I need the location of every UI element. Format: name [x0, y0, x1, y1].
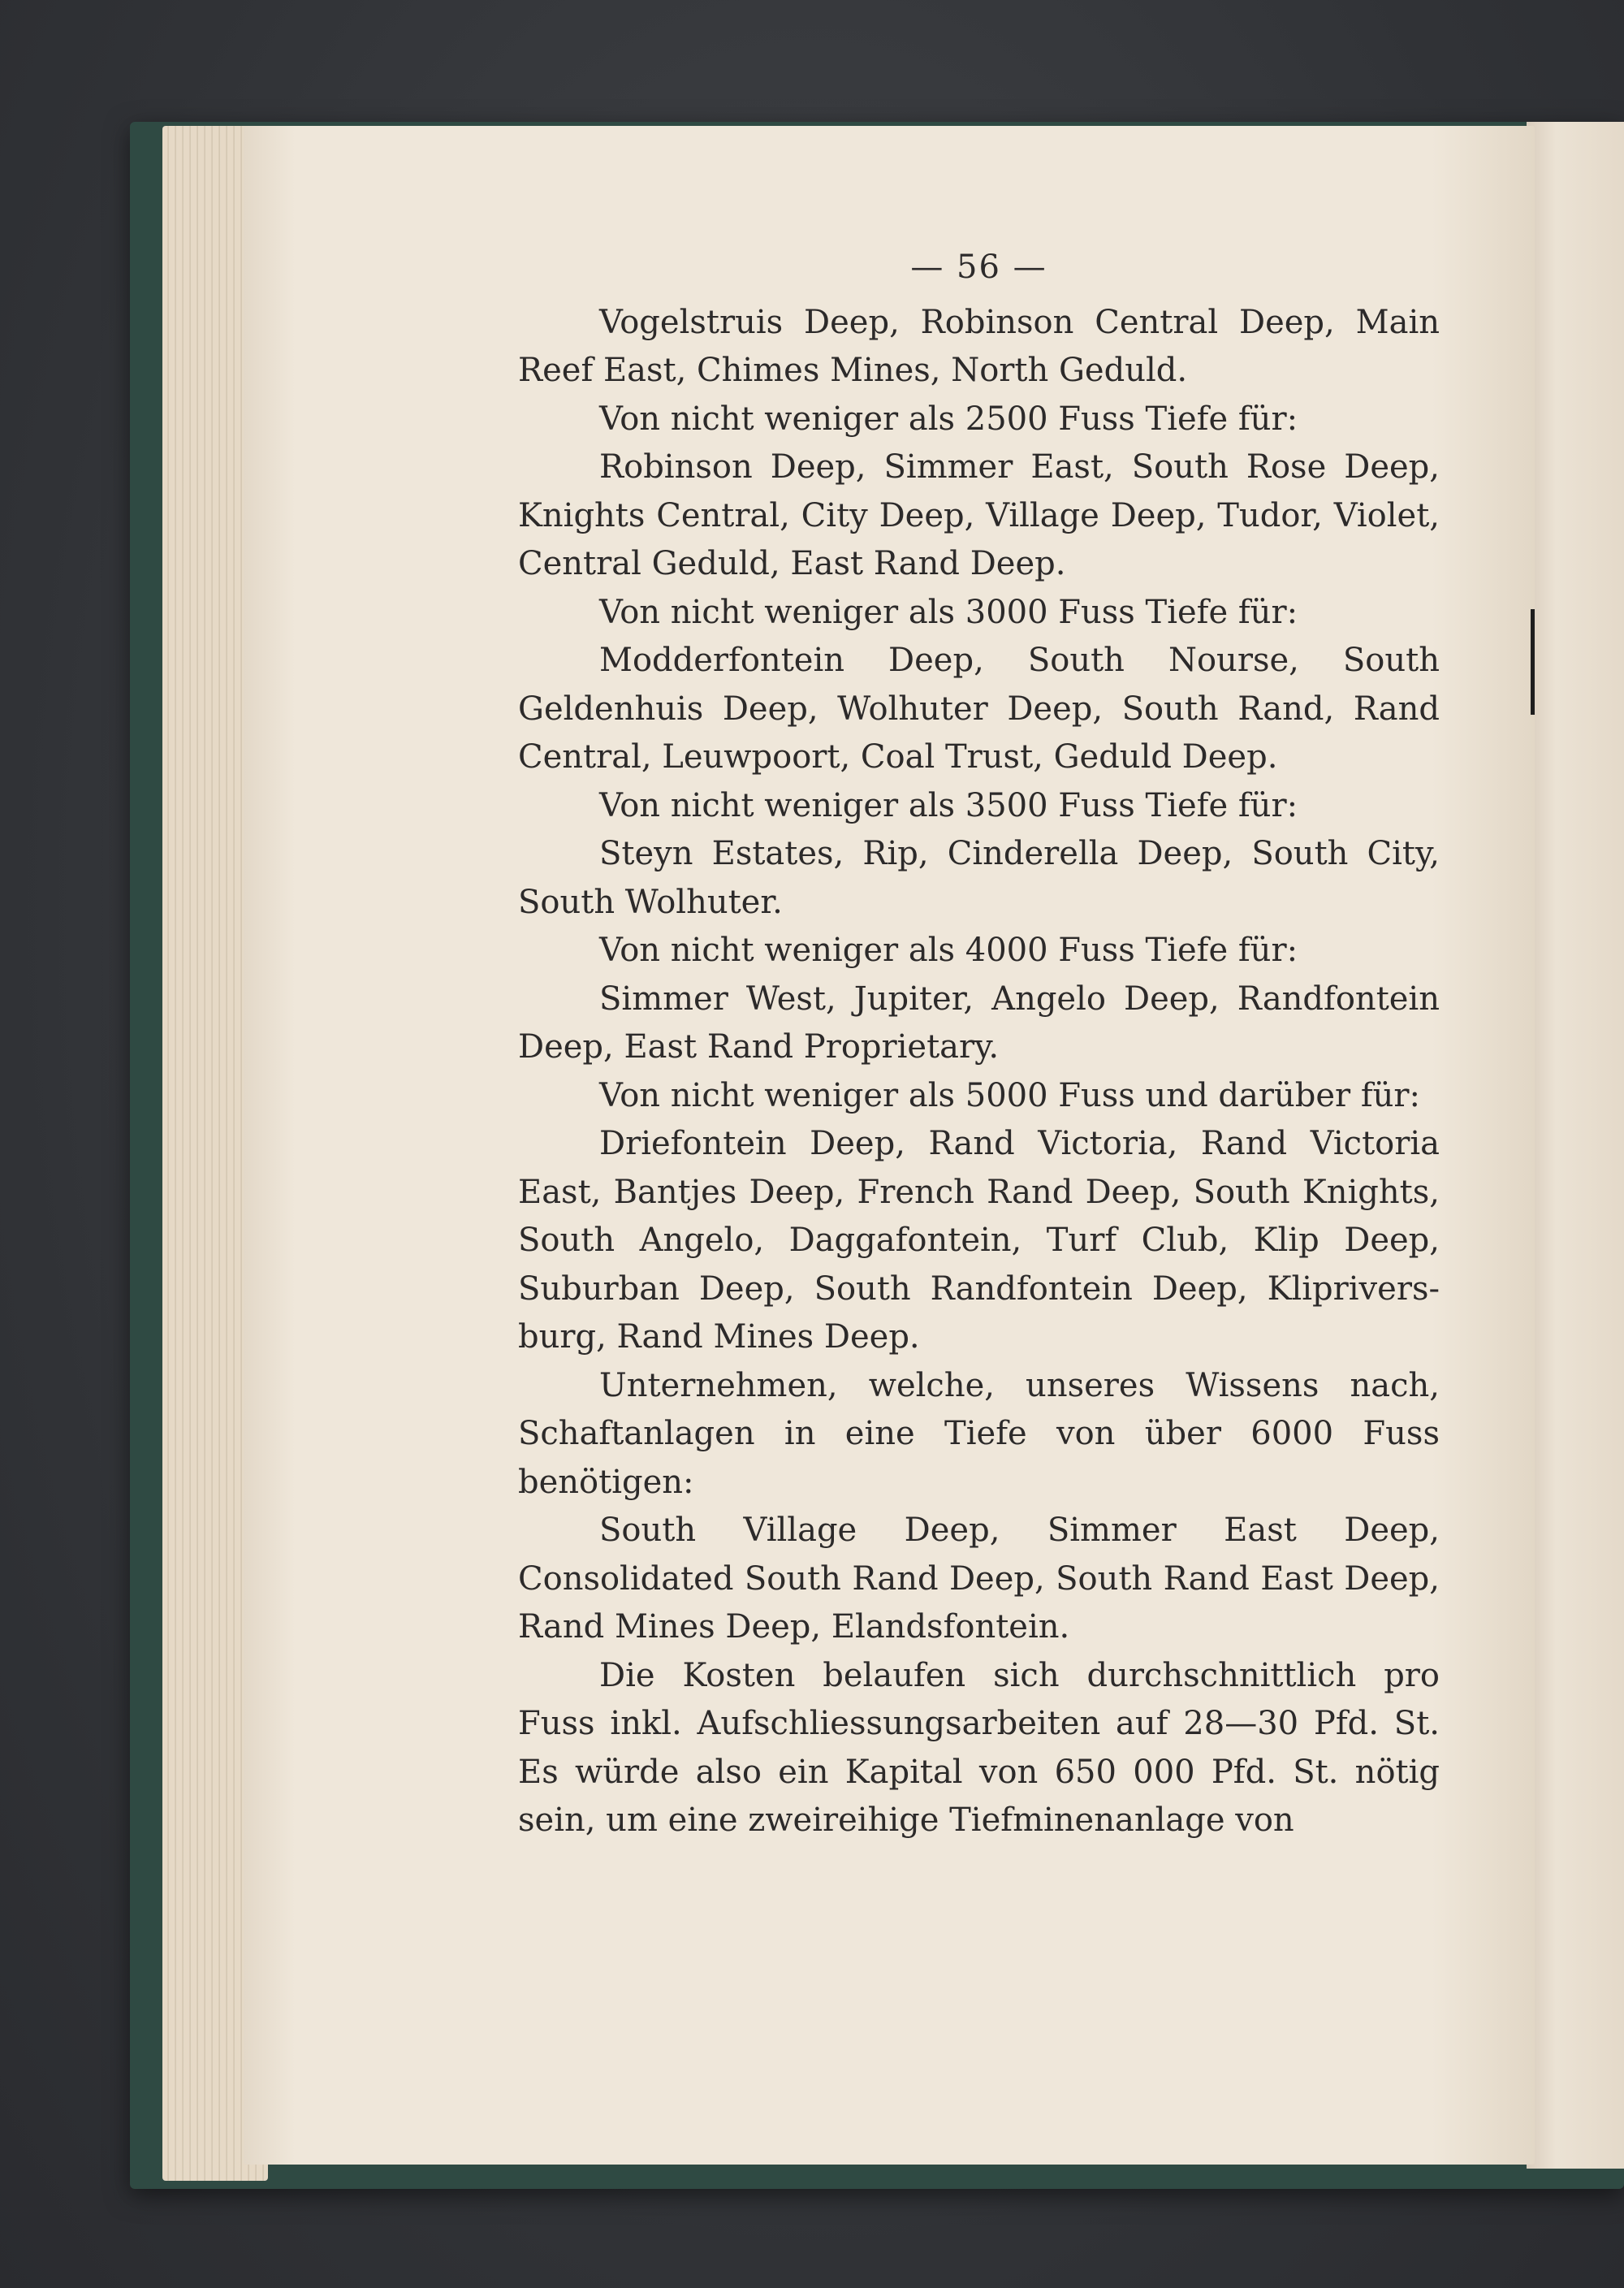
depth-heading: Von nicht weniger als 5000 Fuss und darüber für:: [599, 1076, 1420, 1114]
depth-heading: Von nicht weniger als 4000 Fuss Tiefe für:: [599, 932, 1298, 969]
body-paragraph: Die Kosten belaufen sich durchschnittlich pro Fuss inkl. Aufschliessungsarbeiten auf 28—30 Pfd. St. Es würde also ein Kapital von 650 000 Pfd. St. nötig sein, um eine zweireihige Tiefminenanlage von: [518, 1656, 1440, 1839]
list-item: Simmer West, Jupiter, Angelo Deep, Randfontein Deep, East Rand Proprietary.: [518, 980, 1440, 1066]
list-item: South Village Deep, Simmer East Deep, Consolidated South Rand Deep, South Rand East Deep, Rand Mines Deep, Elandsfontein.: [518, 1512, 1440, 1646]
list-item: Vogelstruis Deep, Robinson Central Deep, Main Reef East, Chimes Mines, North Geduld.: [518, 303, 1440, 389]
page-text-block: [518, 244, 1440, 1845]
depth-heading: Von nicht weniger als 2500 Fuss Tiefe für:: [599, 400, 1298, 438]
page-number: — 56 —: [910, 249, 1047, 286]
gutter-shadow: [1531, 609, 1535, 715]
depth-heading: Von nicht weniger als 3000 Fuss Tiefe für:: [599, 593, 1298, 631]
depth-heading: Von nicht weniger als 3500 Fuss Tiefe für:: [599, 786, 1298, 824]
depth-heading: Unternehmen, welche, unseres Wissens nach, Schaftanlagen in eine Tiefe von über 6000 Fuss benötigen:: [518, 1366, 1440, 1501]
following-pages-edge: [1527, 122, 1624, 2169]
list-item: Driefontein Deep, Rand Victoria, Rand Victoria East, Bantjes Deep, French Rand Deep, South Knights, South Angelo, Daggafontein, Turf Club, Klip Deep, Suburban Deep, South Randfontein Deep, Kliprivers-burg, Rand Mines Deep.: [518, 1125, 1440, 1356]
list-item: Robinson Deep, Simmer East, South Rose Deep, Knights Central, City Deep, Village Deep, Tudor, Violet, Central Geduld, East Rand Deep.: [518, 448, 1440, 582]
list-item: Modderfontein Deep, South Nourse, South Geldenhuis Deep, Wolhuter Deep, South Rand, Rand Central, Leuwpoort, Coal Trust, Geduld Deep.: [518, 642, 1440, 776]
list-item: Steyn Estates, Rip, Cinderella Deep, South City, South Wolhuter.: [518, 835, 1440, 921]
